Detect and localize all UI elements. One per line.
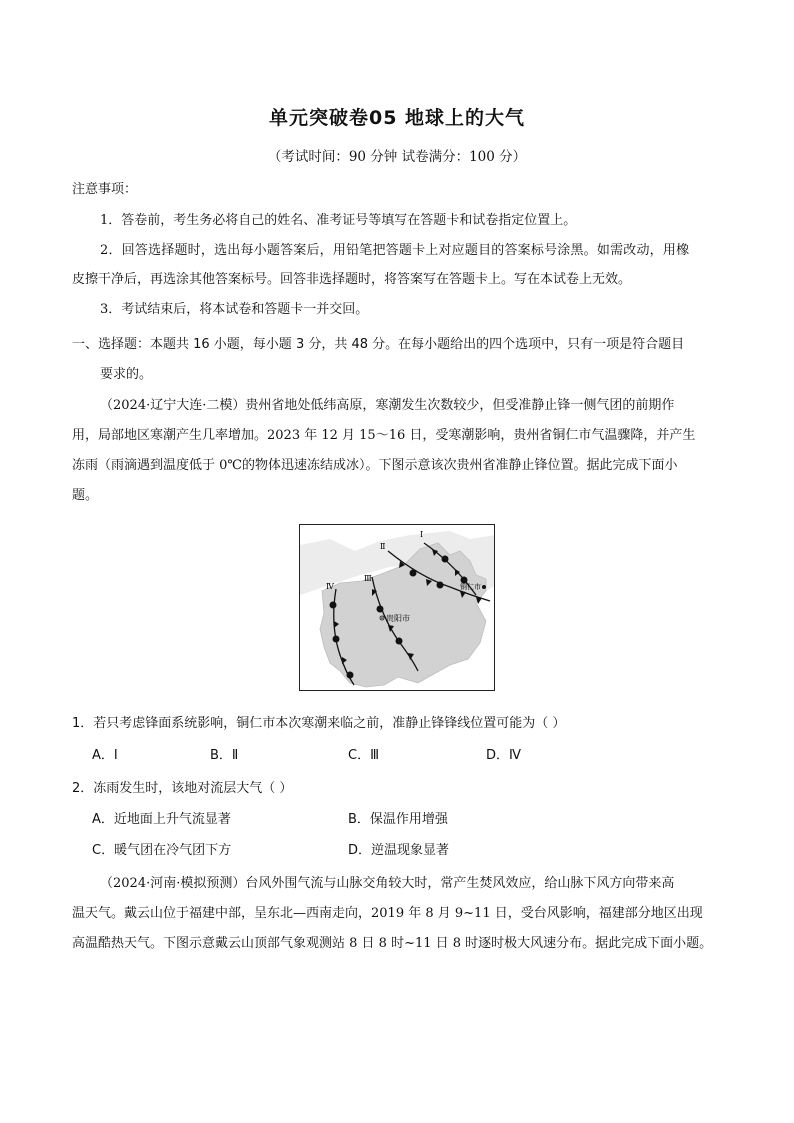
notice-item-2-cont: 皮擦干净后，再选涂其他答案标号。回答非选择题时，将答案写在答题卡上。写在本试卷上无效。 [72,272,632,287]
page-title: 单元突破卷05 地球上的大气 [268,107,526,129]
q2-option-b[interactable]: B．保温作用增强 [348,812,448,827]
passage1-line-3: 冻雨（雨滴遇到温度低于 0℃的物体迅速冻结成冰）。下图示意该次贵州省准静止锋位置。据此完成下面小 [72,458,678,473]
q2-option-c[interactable]: C．暖气团在冷气团下方 [92,843,232,858]
exam-info: （考试时间：90 分钟 试卷满分：100 分） [267,149,527,165]
front-label-II: Ⅱ [380,542,386,551]
q1-option-a[interactable]: A．Ⅰ [92,748,118,763]
q1-option-b[interactable]: B．Ⅱ [210,748,239,763]
map-svg [300,525,495,691]
notice-heading: 注意事项： [72,182,138,197]
tongren-marker [482,585,486,589]
q1-option-d[interactable]: D．Ⅳ [486,748,522,763]
passage1-line-2: 用，局部地区寒潮产生几率增加。2023 年 12 月 15～16 日，受寒潮影响，贵州省铜仁市气温骤降，并产生 [72,428,696,443]
front-label-III: Ⅲ [364,574,372,583]
notice-item-2: 2．回答选择题时，选出每小题答案后，用铅笔把答题卡上对应题目的答案标号涂黑。如需改动，用橡 [100,243,690,258]
passage2-line-3: 高温酷热天气。下图示意戴云山顶部气象观测站 8 日 8 时~11 日 8 时逐时极大风速分布。据此完成下面小题。 [72,936,713,951]
passage2-line-2: 温天气。戴云山位于福建中部，呈东北—西南走向，2019 年 8 月 9~11 日，受台风影响，福建部分地区出现 [72,906,703,921]
city-tongren-label: 铜仁市 [460,583,481,591]
section-heading-cont: 要求的。 [100,367,153,382]
city-guiyang-label: 贵阳市 [386,614,410,623]
front-position-map [299,524,495,691]
notice-item-3: 3．考试结束后，将本试卷和答题卡一并交回。 [100,302,369,317]
passage2-line-1: （2024·河南·模拟预测）台风外围气流与山脉交角较大时，常产生焚风效应，给山脉下风方向带来高 [100,876,675,891]
section-heading: 一、选择题：本题共 16 小题，每小题 3 分，共 48 分。在每小题给出的四个选项中，只有一项是符合题目 [72,337,685,352]
passage1-line-4: 题。 [72,488,99,503]
notice-item-1: 1．答卷前，考生务必将自己的姓名、准考证号等填写在答题卡和试卷指定位置上。 [100,213,577,228]
passage1-line-1: （2024·辽宁大连·二模）贵州省地处低纬高原，寒潮发生次数较少，但受准静止锋一侧气团的前期作 [100,398,675,413]
q1-option-c[interactable]: C．Ⅲ [348,748,380,763]
front-label-IV: Ⅳ [326,582,334,591]
question-2-stem: 2．冻雨发生时，该地对流层大气（ ） [72,781,293,796]
q2-option-d[interactable]: D．逆温现象显著 [348,843,450,858]
question-1-stem: 1．若只考虑锋面系统影响，铜仁市本次寒潮来临之前，准静止锋锋线位置可能为（ ） [72,716,566,731]
q2-option-a[interactable]: A．近地面上升气流显著 [92,812,231,827]
front-label-I: Ⅰ [420,530,424,539]
